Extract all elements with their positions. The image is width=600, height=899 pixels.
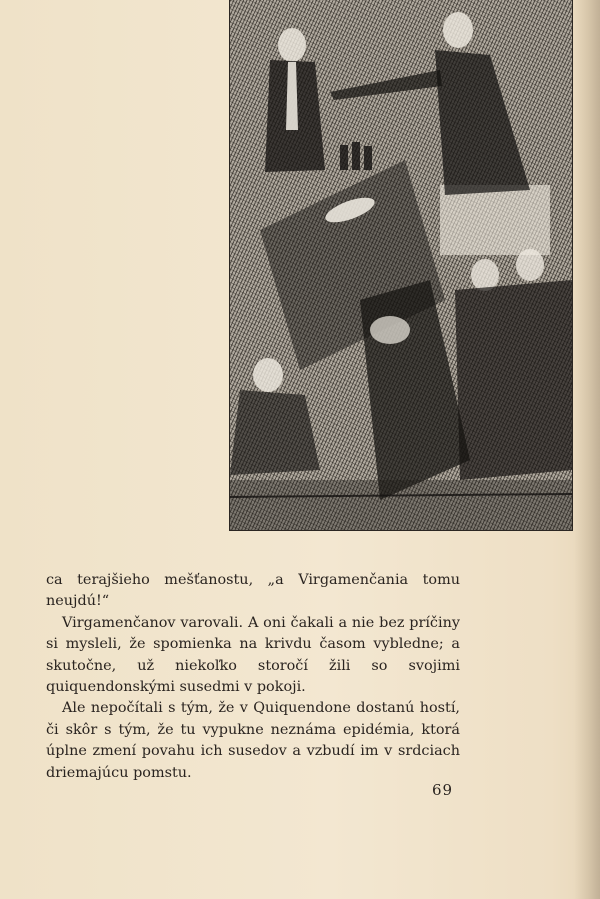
page-gutter-shadow	[574, 0, 600, 899]
paragraph: Virgamenčanov varovali. A oni čakali a nie bez príčiny si mysleli, že spomienka na krivdu časom vybledne; a skutočne, už niekoľko storočí žili so svojimi quiquendonskými susedmi v pokoji.	[46, 614, 460, 696]
engraving-illustration	[229, 0, 573, 531]
body-text	[46, 570, 460, 784]
engraving-drawing	[230, 0, 572, 530]
paragraph: Ale nepočítali s tým, že v Quiquendone dostanú hostí, či skôr s tým, že tu vypukne neznáma epidémia, ktorá úplne zmení povahu ich susedov a vzbudí im v srdciach driemajúcu pomstu.	[46, 700, 460, 781]
paragraph-continued: ca terajšieho mešťanostu, „a Virgamenčania tomu neujdú!“	[46, 572, 460, 610]
page-number: 69	[432, 781, 454, 799]
